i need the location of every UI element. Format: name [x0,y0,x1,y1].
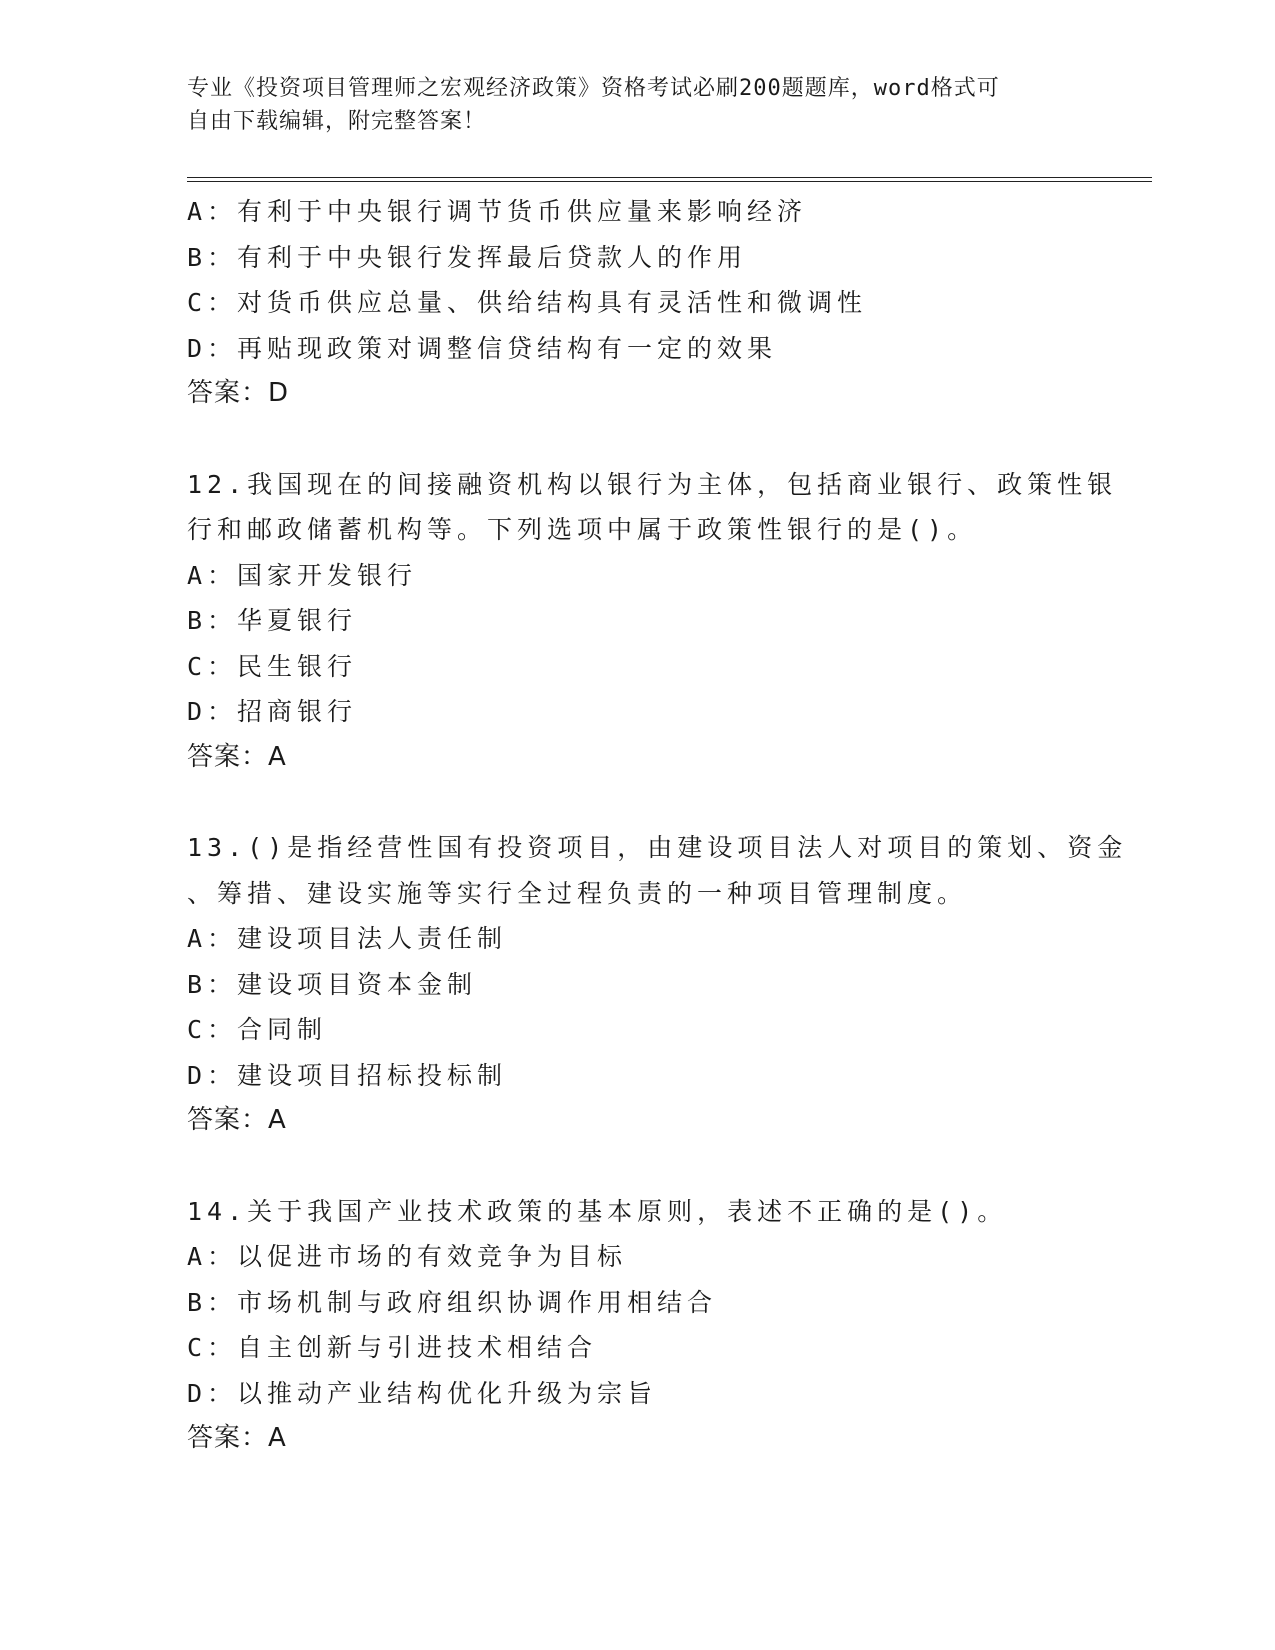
header-divider [187,177,1152,182]
option-d: D：招商银行 [187,697,358,726]
option-c: C：对货币供应总量、供给结构具有灵活性和微调性 [187,288,868,317]
question-12 [187,462,1118,781]
option-b: B：建设项目资本金制 [187,969,478,999]
option-c: C：自主创新与引进技术相结合 [187,1333,598,1362]
answer-line: 答案：D [187,378,290,408]
option-d: D：以推动产业结构优化升级为宗旨 [187,1378,658,1408]
header-line-1: 专业《投资项目管理师之宏观经济政策》资格考试必刷200题题库，word格式可 [187,76,1000,101]
option-a: A：国家开发银行 [187,560,418,590]
answer-line: 答案：A [187,1105,287,1135]
answer-line: 答案：A [187,741,287,772]
header-line-2: 自由下载编辑，附完整答案！ [187,109,487,134]
option-d: D：再贴现政策对调整信贷结构有一定的效果 [187,333,778,363]
document-header [187,72,1087,138]
spacer [187,780,1087,825]
option-b: B：有利于中央银行发挥最后贷款人的作用 [187,242,748,272]
spacer [187,417,1087,462]
question-13 [187,825,1128,1144]
question-stem-line-2: 行和邮政储蓄机构等。下列选项中属于政策性银行的是()。 [187,515,978,544]
option-c: C：民生银行 [187,651,358,681]
question-stem-line-2: 、筹措、建设实施等实行全过程负责的一种项目管理制度。 [187,878,968,908]
option-a: A：建设项目法人责任制 [187,924,508,953]
question-stem-line-1: 12.我国现在的间接融资机构以银行为主体，包括商业银行、政策性银 [187,469,1118,499]
spacer [187,1144,1087,1189]
option-d: D：建设项目招标投标制 [187,1060,508,1090]
question-list [187,189,1128,1462]
option-a: A：有利于中央银行调节货币供应量来影响经济 [187,197,808,226]
question-stem-line-1: 14.关于我国产业技术政策的基本原则，表述不正确的是()。 [187,1196,1008,1226]
answer-line: 答案：A [187,1423,287,1453]
option-c: C：合同制 [187,1015,328,1044]
option-b: B：市场机制与政府组织协调作用相结合 [187,1287,718,1317]
question-14 [187,1189,1087,1462]
option-a: A：以促进市场的有效竞争为目标 [187,1242,628,1271]
question-11 [187,189,1087,417]
option-b: B：华夏银行 [187,606,358,635]
question-stem-line-1: 13.()是指经营性国有投资项目，由建设项目法人对项目的策划、资金 [187,833,1128,862]
